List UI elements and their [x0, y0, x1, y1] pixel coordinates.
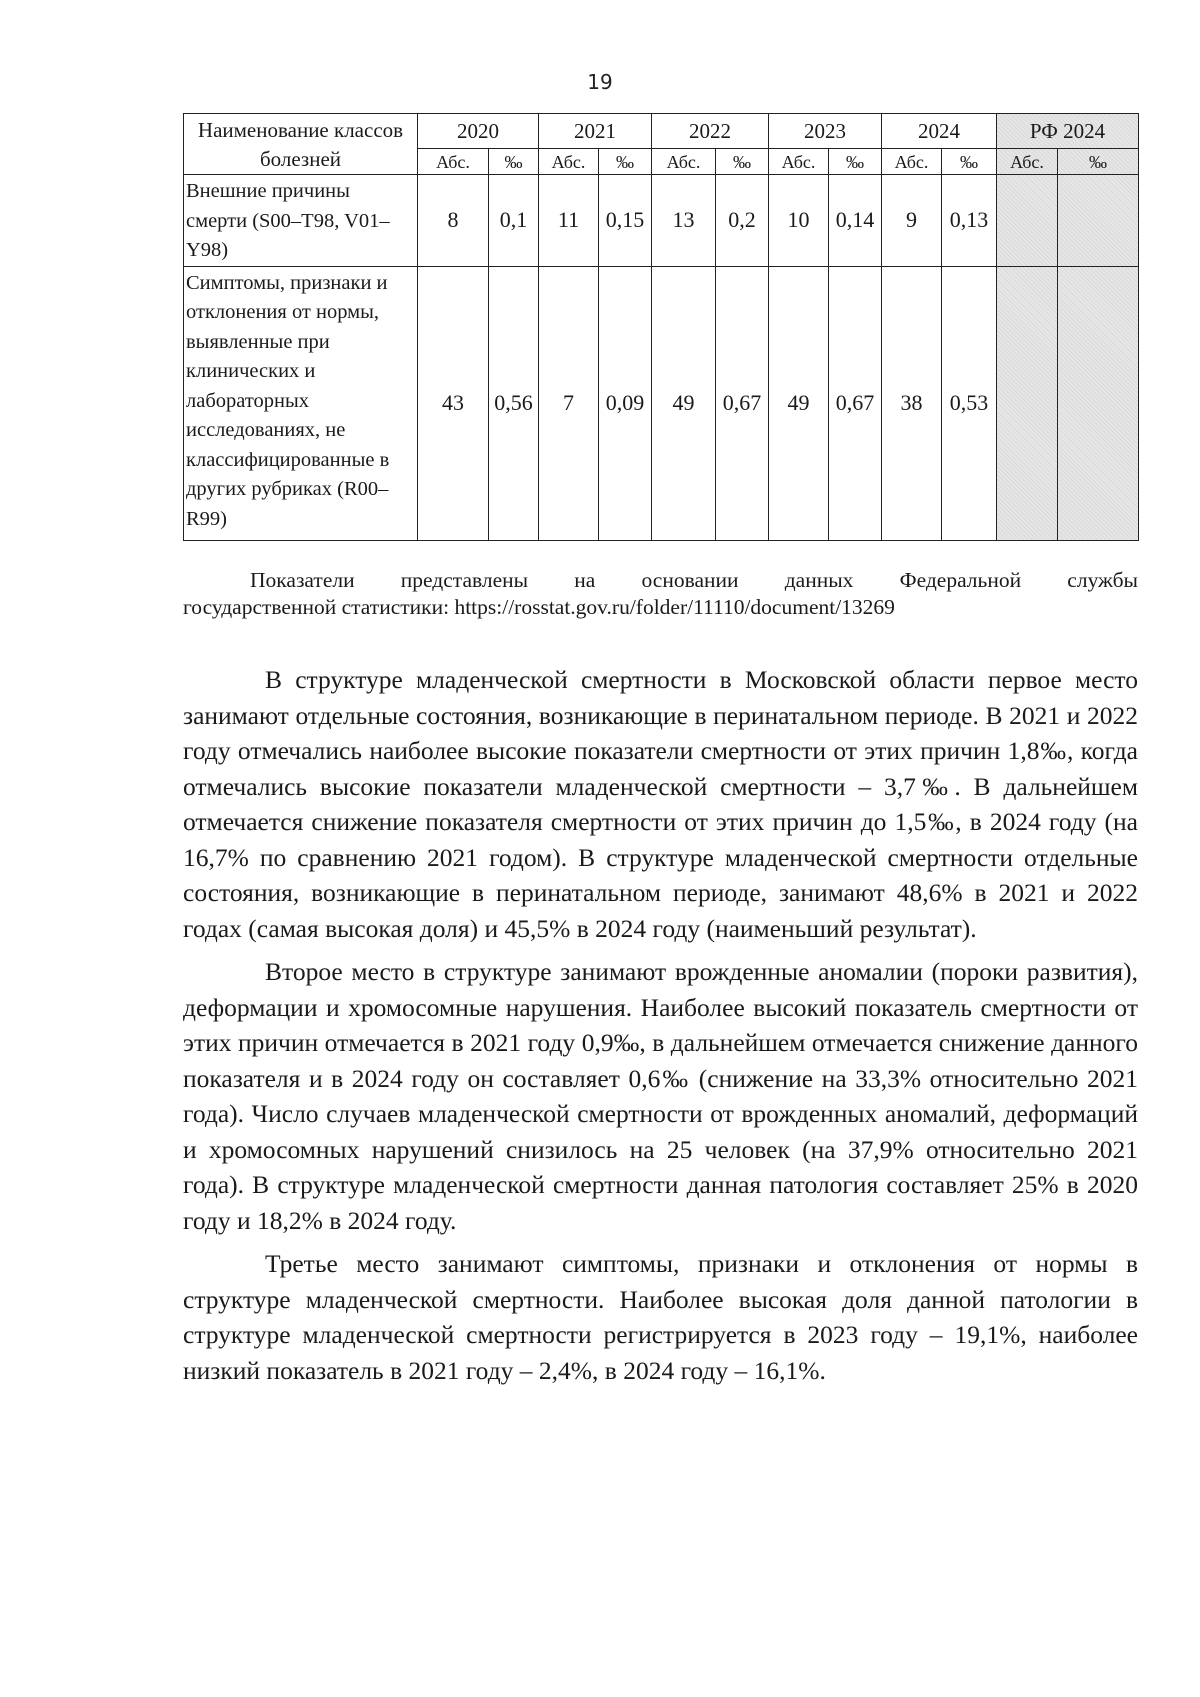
table-header-year: 2024 — [882, 114, 997, 149]
table-header-year: 2023 — [769, 114, 882, 149]
cell-abs: 7 — [539, 266, 599, 540]
subheader-permille: ‰ — [489, 149, 539, 175]
table-header-year: 2021 — [539, 114, 652, 149]
table-header-rf-2024: РФ 2024 — [997, 114, 1139, 149]
subheader-permille: ‰ — [599, 149, 652, 175]
cell-abs: 9 — [882, 175, 942, 267]
subheader-permille: ‰ — [829, 149, 882, 175]
subheader-permille: ‰ — [1058, 149, 1139, 175]
cell-permille: 0,67 — [716, 266, 769, 540]
subheader-abs: Абс. — [769, 149, 829, 175]
table-header-disease-class: Наименование классов болезней — [184, 114, 418, 175]
cell-permille: 0,14 — [829, 175, 882, 267]
cell-abs: 38 — [882, 266, 942, 540]
cell-permille: 0,1 — [489, 175, 539, 267]
subheader-permille: ‰ — [716, 149, 769, 175]
cell-abs: 49 — [652, 266, 716, 540]
table-row — [184, 175, 1139, 267]
subheader-permille: ‰ — [942, 149, 997, 175]
table-header-year: 2022 — [652, 114, 769, 149]
cell-rf-abs — [997, 266, 1058, 540]
cell-permille: 0,2 — [716, 175, 769, 267]
source-note-line-1: Показатели представлены на основании данных Федеральной службы — [250, 568, 1138, 592]
page-number: 19 — [587, 70, 613, 94]
subheader-abs: Абс. — [997, 149, 1058, 175]
subheader-abs: Абс. — [652, 149, 716, 175]
paragraph: Второе место в структуре занимают врожденные аномалии (пороки развития), деформации и хромосомные нарушения. Наиболее высокий показатель смертности от этих причин отмечается в 2021 году 0,9‰, в дальнейшем отмечается снижение данного показателя и в 2024 году он составляет 0,6‰ (снижение на 33,3% относительно 2021 года). Число случаев младенческой смертности от врожденных аномалий, деформаций и хромосомных нарушений снизилось на 25 человек (на 37,9% относительно 2021 года). В структуре младенческой смертности данная патология составляет 25% в 2020 году и 18,2% в 2024 году. — [183, 957, 1138, 1235]
cell-abs: 43 — [418, 266, 489, 540]
cell-permille: 0,67 — [829, 266, 882, 540]
cell-abs: 8 — [418, 175, 489, 267]
cell-abs: 11 — [539, 175, 599, 267]
table-row — [184, 266, 1139, 540]
cell-permille: 0,15 — [599, 175, 652, 267]
subheader-abs: Абс. — [882, 149, 942, 175]
cell-permille: 0,13 — [942, 175, 997, 267]
cell-rf-permille — [1058, 175, 1139, 267]
cell-permille: 0,56 — [489, 266, 539, 540]
cell-permille: 0,09 — [599, 266, 652, 540]
mortality-table — [183, 113, 1139, 541]
cell-abs: 10 — [769, 175, 829, 267]
source-note — [183, 567, 1138, 621]
paragraph: В структуре младенческой смертности в Московской области первое место занимают отдельные состояния, возникающие в перинатальном периоде. В 2021 и 2022 году отмечались наиболее высокие показатели смертности от этих причин 1,8‰, когда отмечались высокие показатели младенческой смертности – 3,7‰. В дальнейшем отмечается снижение показателя смертности от этих причин до 1,5‰, в 2024 году (на 16,7% по сравнению 2021 годом). В структуре младенческой смертности отдельные состояния, возникающие в перинатальном периоде, занимают 48,6% в 2021 и 2022 годах (самая высокая доля) и 45,5% в 2024 году (наименьший результат). — [183, 665, 1138, 943]
cell-rf-permille — [1058, 266, 1139, 540]
source-note-line-2: государственной статистики: https://rosstat.gov.ru/folder/11110/document/13269 — [183, 595, 895, 619]
cell-permille: 0,53 — [942, 266, 997, 540]
cell-abs: 13 — [652, 175, 716, 267]
table-header-year: 2020 — [418, 114, 539, 149]
row-name: Симптомы, признаки и отклонения от нормы, выявленные при клинических и лабораторных исследованиях, не классифицированные в других рубриках (R00–R99) — [184, 266, 418, 540]
subheader-abs: Абс. — [418, 149, 489, 175]
subheader-abs: Абс. — [539, 149, 599, 175]
paragraph: Третье место занимают симптомы, признаки и отклонения от нормы в структуре младенческой смертности. Наиболее высокая доля данной патологии в структуре младенческой смертности регистрируется в 2023 году – 19,1%, наиболее низкий показатель в 2021 году – 2,4%, в 2024 году – 16,1%. — [183, 1249, 1138, 1385]
cell-rf-abs — [997, 175, 1058, 267]
row-name: Внешние причины смерти (S00–T98, V01–Y98) — [184, 175, 418, 267]
body-text — [183, 662, 1138, 1396]
cell-abs: 49 — [769, 266, 829, 540]
